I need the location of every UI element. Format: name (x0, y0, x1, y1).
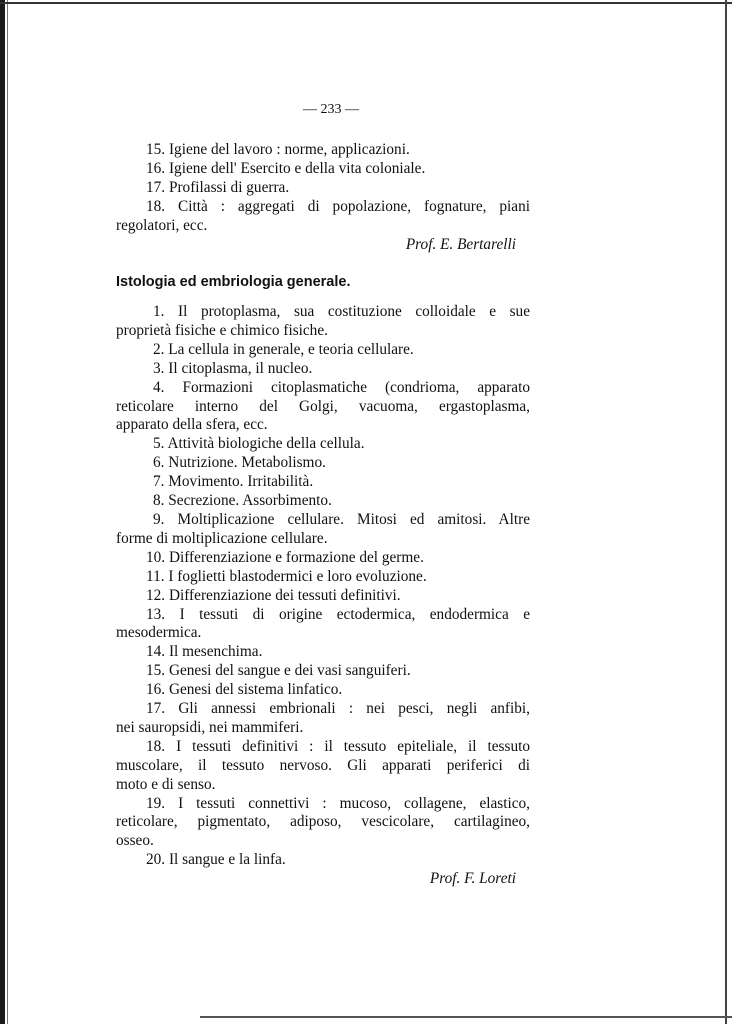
text-line: osseo. (116, 832, 154, 850)
list-item (116, 643, 530, 662)
text-line: 18. Città : aggregati di popolazione, fognature, piani (146, 197, 530, 215)
text-line: 3. Il citoplasma, il nucleo. (153, 359, 313, 377)
text-line: 13. I tessuti di origine ectodermica, endodermica e (146, 605, 530, 623)
list-item (116, 738, 530, 795)
list-item (116, 662, 530, 681)
list-item (116, 379, 530, 436)
text-line: 20. Il sangue e la linfa. (146, 851, 286, 869)
scan-edge-left (0, 0, 5, 1024)
text-line: 8. Secrezione. Assorbimento. (153, 492, 332, 510)
scan-edge-right (725, 0, 727, 1024)
text-line: 7. Movimento. Irritabilità. (153, 473, 314, 491)
text-line: mesodermica. (116, 624, 202, 642)
text-line: 2. La cellula in generale, e teoria cellulare. (153, 340, 414, 358)
list-item (116, 435, 530, 454)
list-item (116, 549, 530, 568)
text-line: 19. I tessuti connettivi : mucoso, collagene, elastico, (146, 794, 530, 812)
scan-edge-top (0, 2, 732, 4)
list-item (116, 795, 530, 852)
scan-edge-left-line (7, 0, 8, 1024)
scan-edge-bottom (200, 1016, 732, 1018)
list-item (116, 568, 530, 587)
text-line: muscolare, il tessuto nervoso. Gli apparati periferici di (116, 756, 530, 774)
text-line: 6. Nutrizione. Metabolismo. (153, 454, 326, 472)
list-item (116, 681, 530, 700)
list-item (116, 341, 530, 360)
text-line: 17. Gli annessi embrionali : nei pesci, negli anfibi, (146, 700, 530, 718)
list-item (116, 851, 530, 870)
author-signature: Prof. F. Loreti (429, 870, 516, 888)
text-line: 18. I tessuti definitivi : il tessuto epiteliale, il tessuto (146, 737, 530, 755)
text-line: 11. I foglietti blastodermici e loro evoluzione. (146, 567, 427, 585)
text-line: proprietà fisiche e chimico fisiche. (116, 321, 328, 339)
author-signature: Prof. E. Bertarelli (405, 235, 516, 253)
text-line: 14. Il mesenchima. (146, 643, 263, 661)
list-item (116, 700, 530, 738)
text-line: regolatori, ecc. (116, 216, 208, 234)
text-line: reticolare, pigmentato, adiposo, vescicolare, cartilagineo, (116, 813, 530, 831)
text-line: moto e di senso. (116, 775, 216, 793)
text-line: 15. Igiene del lavoro : norme, applicazioni. (146, 141, 410, 158)
list-item (116, 511, 530, 549)
text-line: 16. Genesi del sistema linfatico. (146, 681, 343, 699)
text-line: 4. Formazioni citoplasmatiche (condrioma, apparato (153, 378, 530, 396)
list-item (116, 160, 530, 179)
section-histology-list (116, 303, 530, 889)
list-item (116, 606, 530, 644)
page-number: — 233 — (303, 102, 359, 117)
text-line: 5. Attività biologiche della cellula. (153, 435, 365, 453)
text-line: forme di moltiplicazione cellulare. (116, 529, 328, 547)
text-line: 1. Il protoplasma, sua costituzione colloidale e sue (153, 303, 530, 320)
text-line: 17. Profilassi di guerra. (146, 178, 290, 196)
list-item (116, 492, 530, 511)
list-item (116, 360, 530, 379)
list-item (116, 198, 530, 236)
list-item (116, 303, 530, 341)
text-line: 9. Moltiplicazione cellulare. Mitosi ed amitosi. Altre (153, 510, 530, 528)
text-line: apparato della sfera, ecc. (116, 416, 268, 434)
list-item (116, 179, 530, 198)
list-item (116, 454, 530, 473)
text-line: reticolare interno del Golgi, vacuoma, ergastoplasma, (116, 397, 530, 415)
list-item (116, 587, 530, 606)
text-line: 10. Differenziazione e formazione del germe. (146, 548, 424, 566)
text-line: nei sauropsidi, nei mammiferi. (116, 718, 304, 736)
list-item (116, 473, 530, 492)
text-line: 12. Differenziazione dei tessuti definitivi. (146, 586, 401, 604)
section-heading: Istologia ed embriologia generale. (116, 274, 351, 290)
text-line: 15. Genesi del sangue e dei vasi sanguiferi. (146, 662, 411, 680)
text-line: 16. Igiene dell' Esercito e della vita coloniale. (146, 159, 426, 177)
list-item (116, 141, 530, 160)
section-hygiene-list (116, 141, 530, 254)
